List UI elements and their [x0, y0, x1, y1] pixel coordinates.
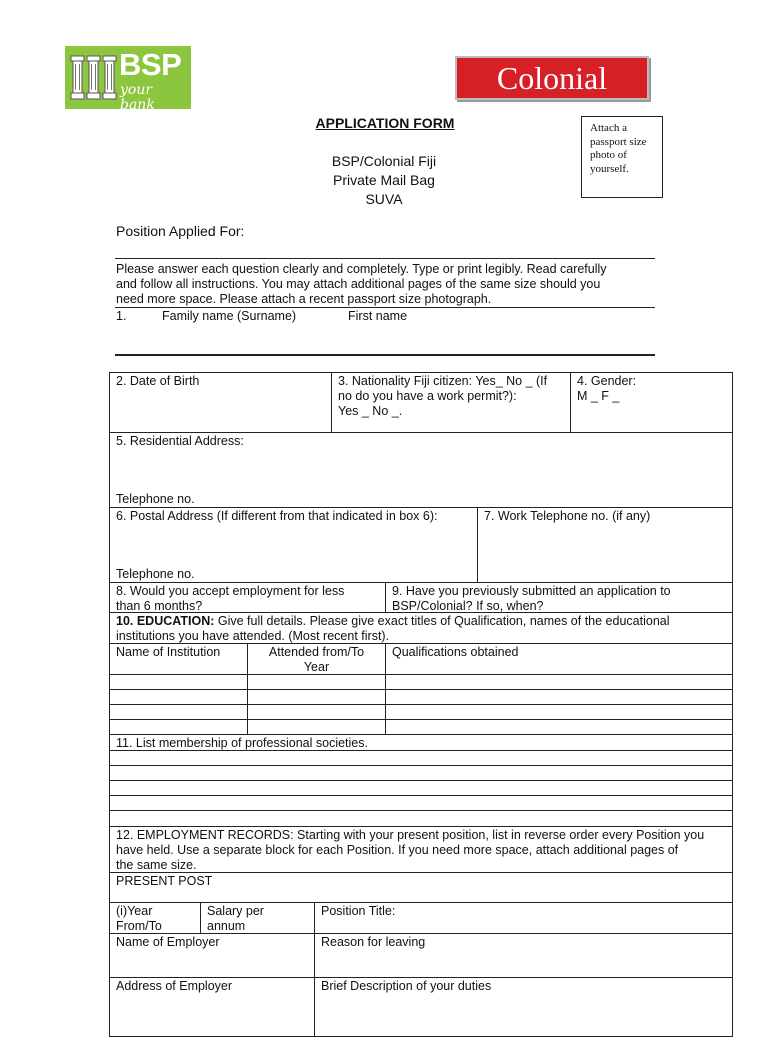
bsp-logo-name: BSP [119, 47, 182, 82]
education-section [109, 612, 733, 644]
gender-field[interactable] [570, 372, 733, 433]
education-instructions-2: institutions you have attended. (Most recent first). [116, 629, 390, 643]
short-employment-label-2: than 6 months? [116, 599, 203, 613]
q1-number: 1. [116, 309, 127, 323]
present-post-label: PRESENT POST [116, 874, 213, 888]
education-heading: 10. EDUCATION: [116, 614, 215, 628]
education-cell[interactable] [385, 719, 733, 735]
education-cell[interactable] [385, 704, 733, 720]
short-employment-field[interactable] [109, 582, 386, 613]
address-line: BSP/Colonial Fiji [331, 153, 437, 169]
gender-options: M _ F _ [577, 389, 620, 403]
from-to-label: From/To [116, 919, 162, 933]
col-institution [109, 643, 248, 675]
employment-records-section [109, 826, 733, 873]
bsp-logo [65, 46, 191, 113]
work-permit-label: no do you have a work permit?): [338, 389, 517, 403]
education-cell[interactable] [109, 674, 248, 690]
employment-instructions: 12. EMPLOYMENT RECORDS: Starting with your present position, list in reverse order every Position you [116, 828, 705, 842]
employer-address-field[interactable] [109, 977, 315, 1037]
name-entry-line[interactable] [115, 354, 655, 356]
photo-note-line: passport size [590, 135, 647, 148]
year-from-to-field[interactable] [109, 902, 201, 934]
education-heading-line [116, 614, 726, 629]
photo-box[interactable] [581, 116, 663, 198]
pillars-icon [69, 52, 119, 102]
society-row[interactable] [109, 765, 733, 781]
gender-label: 4. Gender: [577, 374, 637, 388]
professional-societies-section [109, 734, 733, 751]
reason-leaving-label: Reason for leaving [321, 935, 426, 949]
mailing-address [284, 152, 484, 209]
form-title: APPLICATION FORM [315, 115, 455, 131]
date-of-birth-field[interactable] [109, 372, 332, 433]
instructions-line: Please answer each question clearly and completely. Type or print legibly. Read carefully [116, 262, 607, 276]
date-of-birth-label: 2. Date of Birth [116, 374, 200, 388]
education-cell[interactable] [385, 674, 733, 690]
education-cell[interactable] [109, 689, 248, 705]
salary-label: Salary per [207, 904, 264, 918]
education-cell[interactable] [247, 674, 386, 690]
employment-instructions-2: have held. Use a separate block for each Position. If you need more space, attach additional pages of [116, 843, 679, 857]
first-name-label: First name [348, 309, 408, 323]
education-cell[interactable] [247, 719, 386, 735]
present-post-row [109, 872, 733, 903]
work-telephone-field[interactable] [477, 507, 733, 583]
education-instructions: Give full details. Please give exact titles of Qualification, names of the educational [214, 614, 670, 628]
bsp-logo-tagline: your bank [120, 82, 155, 113]
col-institution-label: Name of Institution [116, 645, 221, 659]
education-cell[interactable] [109, 704, 248, 720]
employer-address-label: Address of Employer [116, 979, 233, 993]
colonial-logo-name: Colonial [496, 60, 608, 96]
duties-field[interactable] [314, 977, 733, 1037]
professional-societies-label: 11. List membership of professional societies. [116, 736, 368, 750]
photo-note-line: yourself. [590, 162, 629, 175]
col-qualifications-label: Qualifications obtained [392, 645, 519, 659]
col-attended-label: Attended from/To [268, 645, 365, 659]
nationality-label: 3. Nationality Fiji citizen: Yes_ No _ (If [338, 374, 548, 388]
previous-application-label: 9. Have you previously submitted an application to [392, 584, 671, 598]
society-row[interactable] [109, 750, 733, 766]
nationality-field[interactable] [331, 372, 571, 433]
postal-address-field[interactable] [109, 507, 478, 583]
position-title-field[interactable] [314, 902, 733, 934]
society-row[interactable] [109, 780, 733, 796]
work-permit-options: Yes _ No _. [338, 404, 403, 418]
photo-note-line: photo of [590, 149, 627, 161]
society-row[interactable] [109, 810, 733, 827]
reason-leaving-field[interactable] [314, 933, 733, 978]
salary-field[interactable] [200, 902, 315, 934]
instructions [116, 262, 656, 306]
education-cell[interactable] [247, 704, 386, 720]
instructions-line: and follow all instructions. You may attach additional pages of the same size should you [116, 276, 601, 291]
col-attended-label-2: Year [303, 660, 330, 674]
employer-name-field[interactable] [109, 933, 315, 978]
duties-label: Brief Description of your duties [321, 979, 492, 993]
work-telephone-label: 7. Work Telephone no. (if any) [484, 509, 651, 523]
residential-address-field[interactable] [109, 432, 733, 508]
col-qualifications [385, 643, 733, 675]
position-applied-label: Position Applied For: [116, 223, 245, 239]
society-row[interactable] [109, 795, 733, 811]
residential-address-label: 5. Residential Address: [116, 434, 244, 448]
education-cell[interactable] [385, 689, 733, 705]
year-label: (i)Year [116, 904, 153, 918]
short-employment-label: 8. Would you accept employment for less [116, 584, 345, 598]
instructions-line: need more space. Please attach a recent passport size photograph. [116, 291, 492, 306]
employer-name-label: Name of Employer [116, 935, 220, 949]
colonial-logo [455, 56, 649, 100]
divider [115, 307, 655, 308]
employment-instructions-3: the same size. [116, 858, 197, 872]
address-line: SUVA [365, 191, 403, 207]
photo-instructions [590, 122, 660, 176]
family-name-label: Family name (Surname) [162, 309, 297, 323]
postal-telephone-label: Telephone no. [116, 567, 195, 581]
previous-application-label-2: BSP/Colonial? If so, when? [392, 599, 544, 613]
previous-application-field[interactable] [385, 582, 733, 613]
address-line: Private Mail Bag [333, 172, 435, 188]
position-applied-line[interactable] [115, 258, 655, 259]
residential-telephone-label: Telephone no. [116, 492, 195, 506]
col-attended [247, 643, 386, 675]
education-cell[interactable] [109, 719, 248, 735]
postal-address-label: 6. Postal Address (If different from that indicated in box 6): [116, 509, 438, 523]
education-cell[interactable] [247, 689, 386, 705]
photo-note-line: Attach a [590, 122, 627, 134]
salary-label-2: annum [207, 919, 246, 933]
position-title-label: Position Title: [321, 904, 396, 918]
